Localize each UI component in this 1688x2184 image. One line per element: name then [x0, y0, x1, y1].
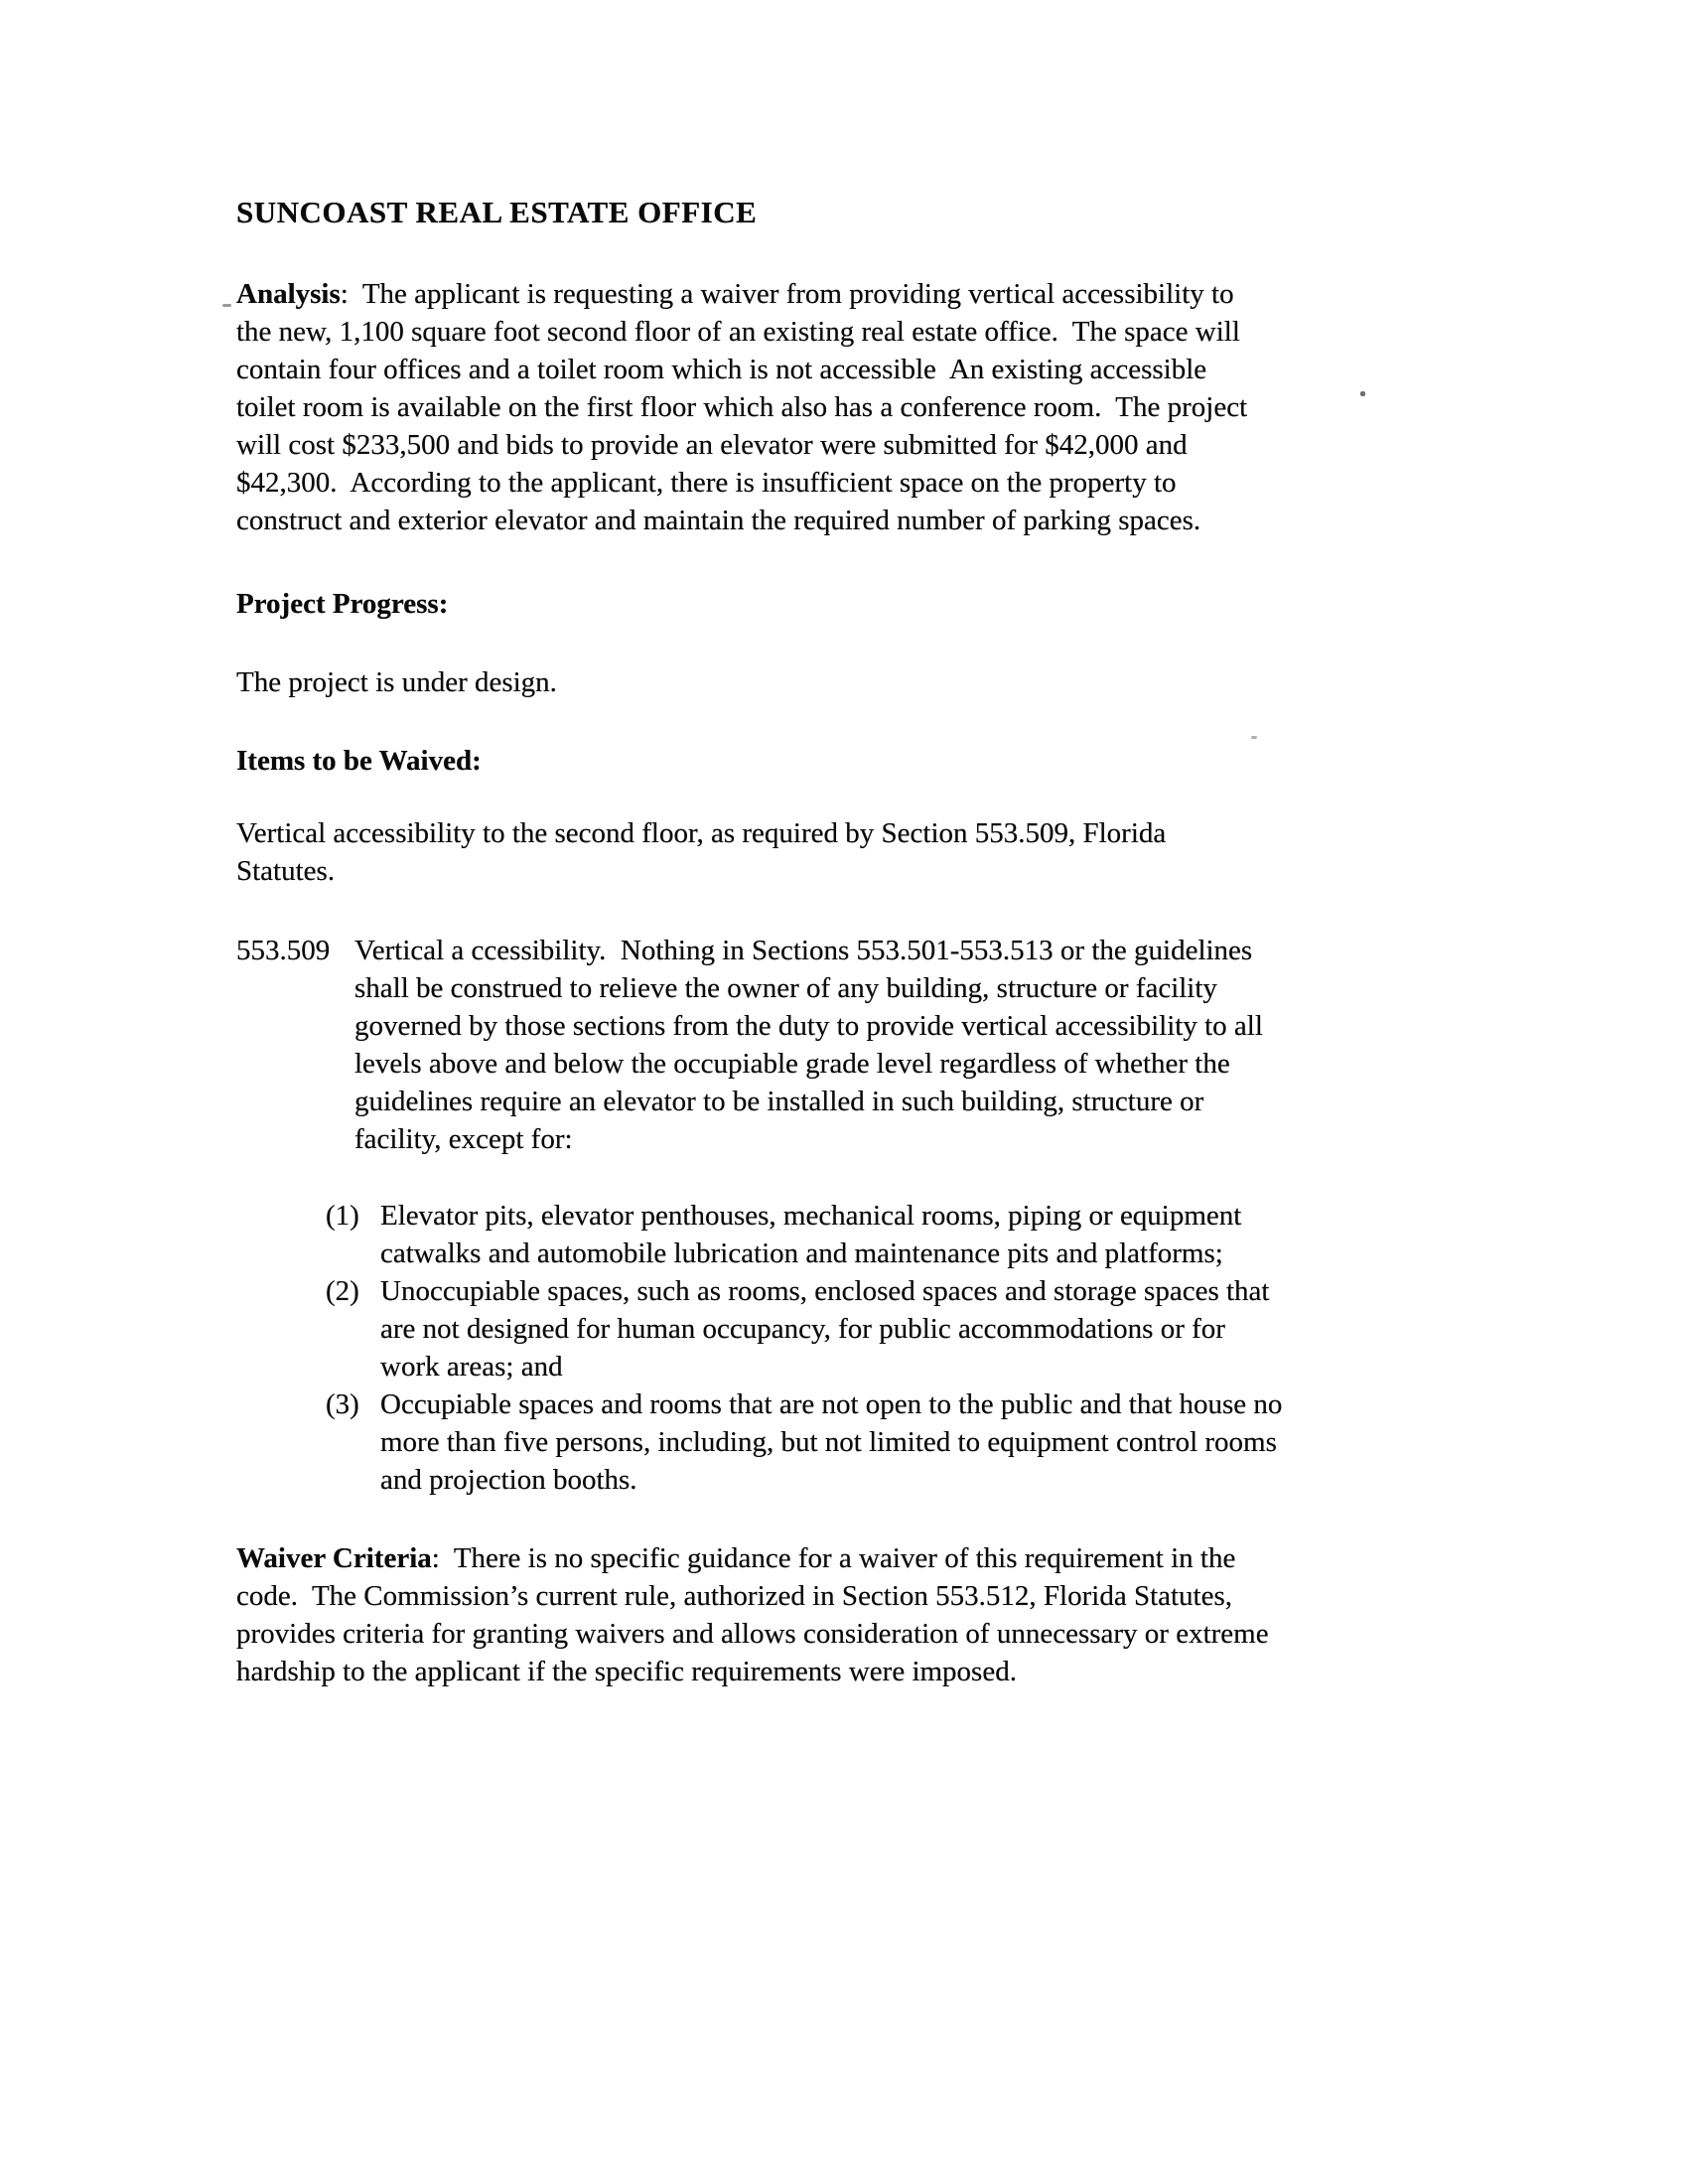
document-content — [236, 194, 1438, 1690]
analysis-first-line-text: The applicant is requesting a waiver from providing vertical accessibility to — [361, 278, 1234, 310]
statute-first-line: Vertical a ccessibility. Nothing in Sections 553.501-553.513 or the guidelines — [354, 935, 1253, 966]
waiver-criteria-first-line — [236, 1539, 1438, 1577]
analysis-separator: : — [340, 278, 362, 310]
statute-553-509-paragraph — [236, 932, 1438, 1158]
exception-3-number: (3) — [326, 1388, 359, 1420]
waiver-criteria-paragraph — [236, 1539, 1438, 1690]
items-to-be-waived-text: Vertical accessibility to the second floor, as required by Section 553.509, Florida Statutes. — [236, 817, 1167, 887]
analysis-label: Analysis — [236, 278, 341, 310]
exception-item-3 — [326, 1385, 1438, 1499]
exception-3-text: Occupiable spaces and rooms that are not open to the public and that house no more than five persons, including, but not limited to equipment control rooms and projection booths. — [380, 1388, 1283, 1496]
analysis-paragraph — [236, 275, 1438, 539]
waiver-criteria-separator: : — [431, 1542, 454, 1574]
exception-2-text: Unoccupiable spaces, such as rooms, enclosed spaces and storage spaces that are not designed for human occupancy, for public accommodations or for work areas; and — [380, 1275, 1270, 1383]
project-progress-heading: Project Progress: — [236, 588, 449, 620]
statute-exceptions-list — [236, 1197, 1438, 1499]
items-to-be-waived-heading: Items to be Waived: — [236, 745, 482, 777]
document-title: SUNCOAST REAL ESTATE OFFICE — [236, 195, 758, 229]
exception-1-number: (1) — [326, 1200, 359, 1232]
waiver-criteria-first-line-text: There is no specific guidance for a waiver of this requirement in the — [453, 1542, 1236, 1574]
exception-1-text: Elevator pits, elevator penthouses, mechanical rooms, piping or equipment catwalks and automobile lubrication and maintenance pits and platforms; — [380, 1200, 1242, 1269]
project-progress-text: The project is under design. — [236, 666, 557, 698]
exception-2-number: (2) — [326, 1275, 359, 1307]
statute-section-number: 553.509 — [236, 935, 331, 966]
scan-speck — [222, 304, 231, 307]
statute-continuation-lines: shall be construed to relieve the owner of any building, structure or facility governed by those sections from the duty to provide vertical accessibility to all levels above and below the occupiable grade level regardless of whether the guidelines require an elevator to be installed in such building, structure or facility, except for: — [354, 972, 1263, 1155]
waiver-criteria-label: Waiver Criteria — [236, 1542, 432, 1574]
exception-item-2 — [326, 1272, 1438, 1385]
waiver-criteria-continuation-lines: code. The Commission’s current rule, authorized in Section 553.512, Florida Statutes, provides criteria for granting waivers and allows consideration of unnecessary or extreme hardship to the applicant if the specific requirements were imposed. — [236, 1580, 1269, 1687]
analysis-continuation-lines: the new, 1,100 square foot second floor of an existing real estate office. The space will contain four offices and a toilet room which is not accessible An existing accessible toilet room is available on the first floor which also has a conference room. The project will cost $233,500 and bids to provide an elevator were submitted for $42,000 and $42,300. According to the applicant, there is insufficient space on the property to construct and exterior elevator and maintain the required number of parking spaces. — [236, 316, 1248, 536]
scan-speck — [1360, 391, 1365, 396]
analysis-first-line — [236, 275, 1438, 313]
exception-item-1 — [326, 1197, 1438, 1272]
scan-speck — [1251, 736, 1257, 739]
